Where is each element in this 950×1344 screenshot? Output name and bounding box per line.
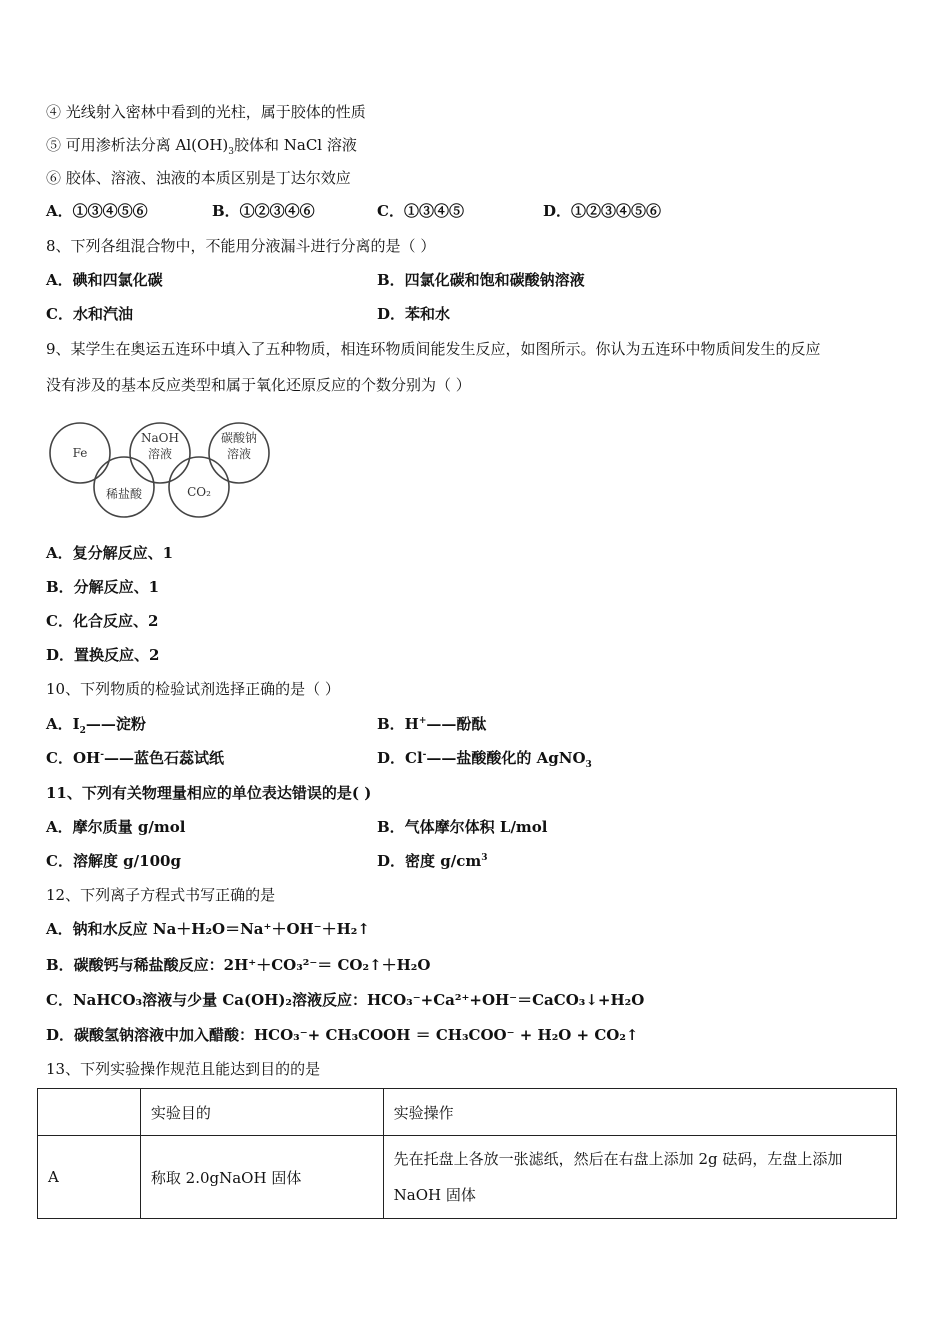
q10-option-c [46, 748, 224, 768]
table-header-cell: 实验目的 [140, 1089, 383, 1136]
q10-b-rest: ——酚酞 [426, 715, 487, 733]
statement-4: ④ 光线射入密林中看到的光柱，属于胶体的性质 [46, 103, 366, 121]
q8-option-c: C．水和汽油 [46, 305, 133, 323]
q10-d-sub: 3 [585, 760, 592, 770]
q13-stem: 13、下列实验操作规范且能达到目的的是 [46, 1060, 321, 1078]
row-operation-line2: NaOH 固体 [393, 1186, 476, 1204]
q10-d-mid: ——盐酸酸化的 AgNO [426, 749, 586, 767]
q11-option-b: B．气体摩尔体积 L/mol [377, 818, 548, 836]
q11-option-d [377, 851, 487, 871]
olympic-rings-diagram [46, 415, 278, 525]
q12-stem: 12、下列离子方程式书写正确的是 [46, 886, 276, 904]
ring-naoh-label-1: NaOH [141, 431, 179, 445]
row-label: A [38, 1136, 141, 1219]
experiment-table [37, 1088, 897, 1219]
table-header-cell [38, 1089, 141, 1136]
q9-option-d: D．置换反应、2 [46, 646, 160, 664]
q10-c-sup: - [100, 750, 104, 760]
row-purpose: 称取 2.0gNaOH 固体 [140, 1136, 383, 1219]
statement-5-rest: 胶体和 NaCl 溶液 [233, 136, 357, 154]
row-operation [383, 1136, 896, 1219]
q10-c-rest: ——蓝色石蕊试纸 [103, 749, 224, 767]
q12-option-a: A．钠和水反应 Na＋H₂O＝Na⁺＋OH⁻＋H₂↑ [46, 920, 370, 938]
q7-option-d: D．①②③④⑤⑥ [543, 202, 662, 220]
ring-fe-label: Fe [72, 446, 88, 460]
ring-naoh-label-2: 溶液 [147, 447, 173, 461]
q10-option-a [46, 714, 146, 734]
table-row [38, 1136, 897, 1219]
table-header-row [38, 1089, 897, 1136]
ring-hcl-label: 稀盐酸 [105, 487, 143, 501]
q9-stem-line2: 没有涉及的基本反应类型和属于氧化还原反应的个数分别为（ ） [46, 376, 471, 394]
statement-5 [46, 135, 357, 155]
q10-a-rest: ——淀粉 [85, 715, 146, 733]
table-header-cell: 实验操作 [383, 1089, 896, 1136]
q11-stem: 11、下列有关物理量相应的单位表达错误的是( ) [46, 784, 372, 802]
q9-option-c: C．化合反应、2 [46, 612, 159, 630]
q9-option-a: A．复分解反应、1 [46, 544, 174, 562]
q10-c-text: C．OH [46, 749, 101, 767]
q7-option-c: C．①③④⑤ [377, 202, 464, 220]
statement-6: ⑥ 胶体、溶液、浊液的本质区别是丁达尔效应 [46, 169, 351, 187]
row-operation-line1: 先在托盘上各放一张滤纸，然后在右盘上添加 2g 砝码，左盘上添加 [393, 1150, 843, 1168]
q10-option-d [377, 748, 592, 768]
q10-a-text: A．I [46, 715, 80, 733]
statement-5-text: ⑤ 可用渗析法分离 Al(OH) [46, 136, 229, 154]
q10-d-text: D．Cl [377, 749, 423, 767]
q11-d-text: D．密度 g/cm [377, 852, 482, 870]
ring-na2co3-label-2: 溶液 [226, 447, 252, 461]
ring-co2-label: CO₂ [187, 485, 211, 499]
q10-d-sup: - [422, 750, 427, 760]
q11-option-a: A．摩尔质量 g/mol [46, 818, 186, 836]
q7-option-a: A．①③④⑤⑥ [46, 202, 148, 220]
q10-b-sup: + [418, 716, 427, 726]
q8-option-b: B．四氯化碳和饱和碳酸钠溶液 [377, 271, 585, 289]
q12-option-b: B．碳酸钙与稀盐酸反应：2H⁺＋CO₃²⁻＝ CO₂↑＋H₂O [46, 956, 431, 974]
ring-na2co3-label-1: 碳酸钠 [220, 431, 258, 445]
q12-option-c: C．NaHCO₃溶液与少量 Ca(OH)₂溶液反应：HCO₃⁻+Ca²⁺+OH⁻＝CaCO₃↓+H₂O [46, 991, 645, 1009]
q12-option-d: D．碳酸氢钠溶液中加入醋酸：HCO₃⁻+ CH₃COOH ＝ CH₃COO⁻ + H₂O + CO₂↑ [46, 1026, 639, 1044]
q7-option-b: B．①②③④⑥ [212, 202, 315, 220]
q8-stem: 8、下列各组混合物中，不能用分液漏斗进行分离的是（ ） [46, 237, 436, 255]
q11-option-c: C．溶解度 g/100g [46, 852, 181, 870]
q11-d-sup: 3 [481, 853, 488, 863]
q10-stem: 10、下列物质的检验试剂选择正确的是（ ） [46, 680, 340, 698]
q10-a-sub: 2 [79, 726, 86, 736]
q8-option-d: D．苯和水 [377, 305, 451, 323]
q10-option-b [377, 714, 486, 734]
statement-5-subscript: 3 [228, 147, 234, 157]
q10-b-text: B．H [377, 715, 419, 733]
q8-option-a: A．碘和四氯化碳 [46, 271, 163, 289]
q9-stem-line1: 9、某学生在奥运五连环中填入了五种物质，相连环物质间能发生反应，如图所示。你认为五连环中物质间发生的反应 [46, 340, 821, 358]
q9-option-b: B．分解反应、1 [46, 578, 160, 596]
